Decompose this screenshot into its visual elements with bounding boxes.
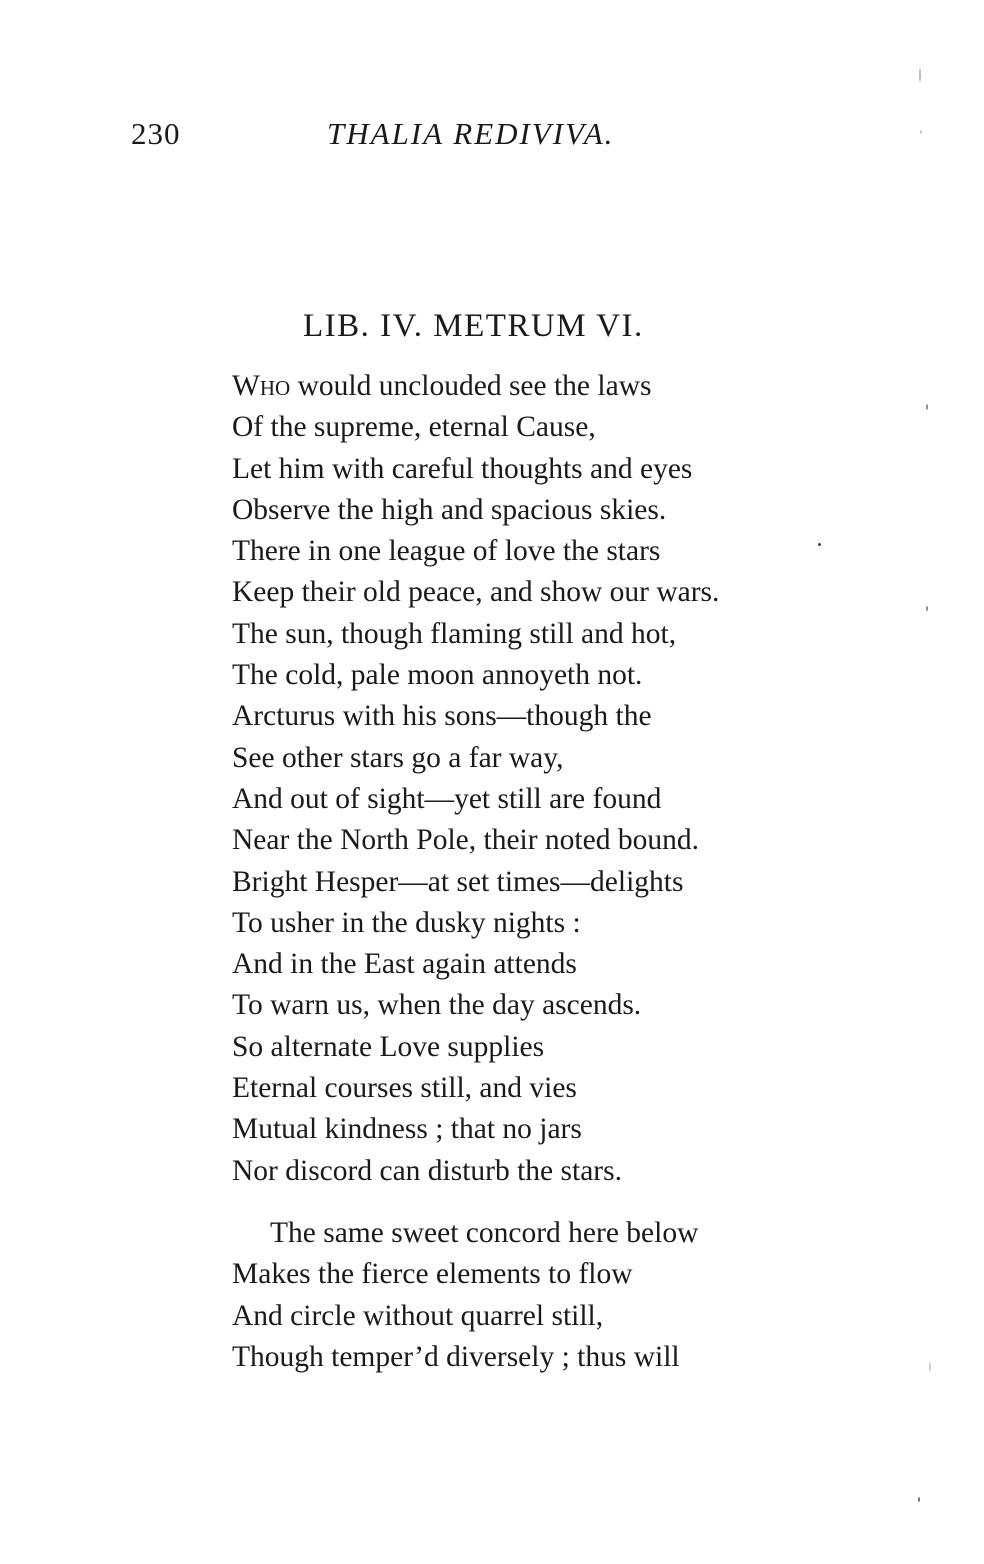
opening-word: Who xyxy=(232,370,291,402)
scan-speck xyxy=(919,68,921,82)
poem-stanza-2 xyxy=(232,1213,698,1378)
verse-line: Bright Hesper—at set times—delights xyxy=(232,865,684,898)
scan-speck xyxy=(926,606,928,611)
scan-speck xyxy=(920,130,922,134)
verse-line-text: would unclouded see the laws xyxy=(290,370,652,402)
scan-speck xyxy=(926,404,928,410)
verse-line: Of the supreme, eternal Cause, xyxy=(232,411,596,444)
verse-line: And out of sight—yet still are found xyxy=(232,782,662,815)
section-heading: LIB. IV. METRUM VI. xyxy=(303,308,644,344)
scan-speck xyxy=(918,1497,920,1502)
verse-line: To warn us, when the day ascends. xyxy=(232,989,642,1022)
page-number: 230 xyxy=(131,116,181,151)
verse-line: There in one league of love the stars xyxy=(232,535,661,568)
verse-line: Nor discord can disturb the stars. xyxy=(232,1154,622,1187)
verse-line: The cold, pale moon annoyeth not. xyxy=(232,659,643,692)
verse-line: Makes the fierce elements to flow xyxy=(232,1258,633,1291)
verse-line: Near the North Pole, their noted bound. xyxy=(232,824,699,857)
verse-line: The same sweet concord here below xyxy=(270,1217,699,1249)
verse-line: Though temper’d diversely ; thus will xyxy=(232,1340,680,1373)
verse-line: Mutual kindness ; that no jars xyxy=(232,1113,582,1146)
scan-speck xyxy=(818,543,821,546)
poem-stanza-1 xyxy=(232,366,719,1192)
verse-line: See other stars go a far way, xyxy=(232,741,564,774)
verse-line: And circle without quarrel still, xyxy=(232,1299,604,1332)
verse-line: Let him with careful thoughts and eyes xyxy=(232,452,693,485)
verse-line: Keep their old peace, and show our wars. xyxy=(232,576,720,609)
running-title: THALIA REDIVIVA. xyxy=(327,116,615,151)
verse-line: So alternate Love supplies xyxy=(232,1030,545,1063)
scan-speck xyxy=(929,1362,931,1372)
verse-line xyxy=(232,366,719,407)
verse-line: To usher in the dusky nights : xyxy=(232,906,581,939)
verse-line: Eternal courses still, and vies xyxy=(232,1072,577,1105)
verse-line: Observe the high and spacious skies. xyxy=(232,493,667,526)
verse-line: And in the East again attends xyxy=(232,948,577,981)
running-head xyxy=(0,116,984,156)
verse-line: The sun, though flaming still and hot, xyxy=(232,617,677,650)
verse-line: Arcturus with his sons—though the xyxy=(232,700,652,733)
